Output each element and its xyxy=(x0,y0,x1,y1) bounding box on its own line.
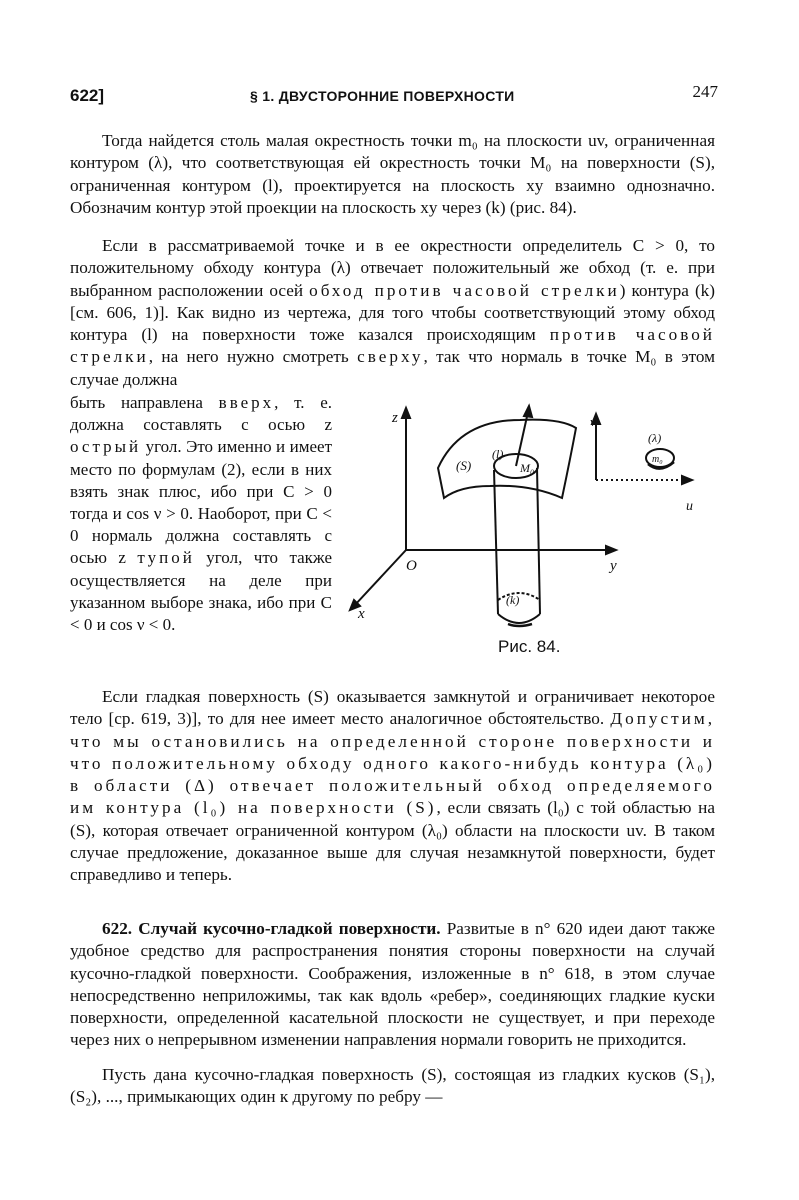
label-y: y xyxy=(610,558,617,574)
label-x: x xyxy=(358,606,365,622)
paragraph-2-wrapped-column xyxy=(70,392,332,636)
z-axis-arrow xyxy=(402,408,410,418)
p3-spaced: Допустим, что мы остановились на определенной стороне поверхности и что положительному обходу одного какого-нибудь контура (λ₀) в области (Δ) отвечает положительный обход определяемого им контура (l₀) на поверхности (S) xyxy=(70,709,715,818)
p2-part-d: , так что нормаль в точке M₀ в этом случае должна xyxy=(70,347,715,389)
wrap-text xyxy=(70,392,332,636)
paragraph-3-text xyxy=(70,686,715,887)
p2-part-b: ) контура (k) [см. 606, 1)]. Как видно из чертежа, для того чтобы соответствующий этому обход контура (l) на поверхности тоже казался происходящим xyxy=(70,280,716,345)
label-contour-l: (l) xyxy=(492,447,504,461)
wrap-spaced-2: острый xyxy=(70,437,142,457)
x-axis xyxy=(354,550,406,606)
u-axis-arrow xyxy=(682,476,692,484)
figure-caption: Рис. 84. xyxy=(498,637,561,656)
paragraph-1-text: Тогда найдется столь малая окрестность точки m₀ на плоскости uv, ограниченная контуром (λ), что соответствующая ей окрестность точки M₀ на поверхности (S), ограниченная контуром (l), проектируется на плоскость xy взаимно однозначно. Обозначим контур этой проекции на плоскость xy через (k) (рис. 84). xyxy=(70,131,715,217)
wrap-part-b: , т. е. должна составлять с осью z xyxy=(70,393,332,435)
paragraph-2 xyxy=(70,235,715,391)
label-m0: m₀ xyxy=(652,454,663,465)
section-622-body: Развитые в n° 620 идеи дают также удобное средство для распространения понятия стороны поверхности на случай кусочно-гладкой поверхности. Соображения, изложенные в n° 618, в этом случае непосредственно неприложимы, так как вдоль «ребер», соединяющих гладкие куски поверхности, определенной касательной плоскости не существует, и при переходе через них о непрерывном изменении направления нормали говорить не приходится. xyxy=(70,919,715,1050)
p3-part-a: Если гладкая поверхность (S) оказывается замкнутой и ограничивает некоторое тело [ср. 619, 3)], то для нее имеет место аналогичное обстоятельство. xyxy=(70,687,715,729)
p2-part-c: , на него нужно смотреть xyxy=(148,347,358,367)
wrap-part-a: быть направлена xyxy=(70,393,219,412)
paragraph-5 xyxy=(70,1064,715,1109)
page-header xyxy=(70,82,718,112)
label-surface: (S) xyxy=(456,458,472,473)
p2-spaced-3: сверху xyxy=(357,347,424,367)
paragraph-2-text xyxy=(70,235,715,391)
cylinder-bottom xyxy=(498,614,540,623)
paragraph-3 xyxy=(70,686,715,887)
contour-k-arrow xyxy=(508,624,532,626)
paragraph-1 xyxy=(70,130,715,219)
section-ref: 622] xyxy=(70,86,105,105)
label-z: z xyxy=(392,410,398,426)
wrap-spaced-3: тупой xyxy=(137,548,195,568)
p2-spaced-2: против часовой стрелки xyxy=(70,325,715,367)
y-axis-arrow xyxy=(606,546,616,554)
section-622 xyxy=(70,918,715,1052)
wrap-part-d: угол, что также осуществляется на деле при указанном выборе знака, ибо при C < 0 и cos ν < 0. xyxy=(70,548,332,635)
label-lambda: (λ) xyxy=(648,431,662,445)
normal-arrow xyxy=(524,406,532,417)
label-origin: O xyxy=(406,558,417,574)
p2-part-a: Если в рассматриваемой точке и в ее окрестности определитель C > 0, то положительному обходу контура (λ) отвечает положительный же обход (т. е. при выбранном расположении осей xyxy=(70,236,715,300)
label-M0: M₀ xyxy=(520,461,535,475)
wrap-part-c: угол. Это именно и имеет место по формулам (2), если в них взять знак плюс, ибо при C > 0 тогда и cos ν > 0. Наоборот, при C < 0 нормаль должна составлять с осью z xyxy=(70,437,332,568)
label-v: v xyxy=(590,414,596,429)
wrap-spaced-1: вверх xyxy=(218,393,275,412)
section-622-text xyxy=(70,918,715,1052)
paragraph-5-text: Пусть дана кусочно-гладкая поверхность (S), состоящая из гладких кусков (S₁), (S₂), ..., примыкающих один к другому по ребру — xyxy=(70,1065,715,1107)
section-622-title: 622. Случай кусочно-гладкой поверхности. xyxy=(102,919,441,938)
label-u: u xyxy=(686,499,693,514)
running-title: § 1. ДВУСТОРОННИЕ ПОВЕРХНОСТИ xyxy=(250,88,515,104)
cylinder-left xyxy=(494,470,498,614)
page-number: 247 xyxy=(692,82,718,101)
p3-part-b: , если связать (l₀) с той областью на (S), которая отвечает ограниченной контуром (λ₀) области на плоскости uv. В таком случае предложение, доказанное выше для случая незамкнутой поверхности, будет справедливо и теперь. xyxy=(70,798,715,885)
label-cylinder-k: (k) xyxy=(506,593,520,607)
p2-spaced-1: обход против часовой стрелки xyxy=(309,280,620,300)
